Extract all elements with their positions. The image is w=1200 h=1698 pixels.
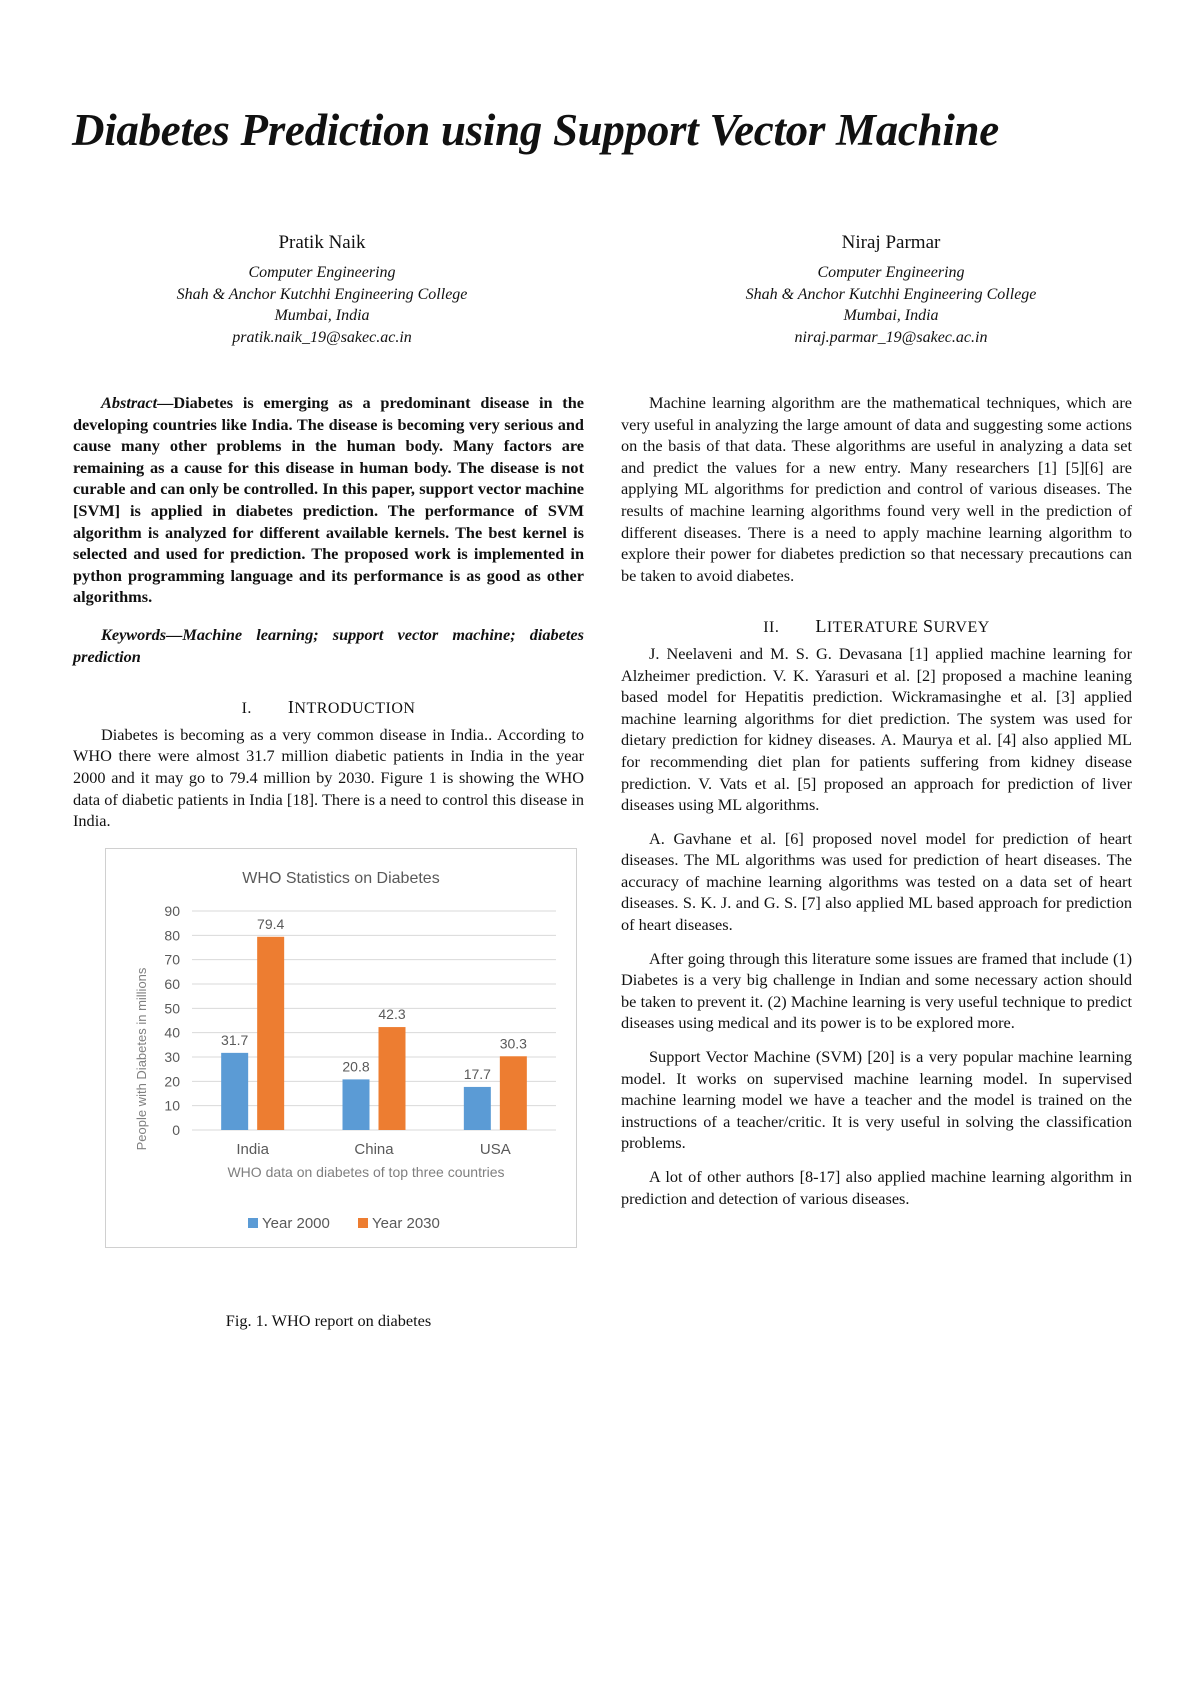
legend-label-2030: Year 2030 (372, 1214, 440, 1232)
bar-usa-year-2030 (500, 1056, 527, 1130)
y-tick-label: 0 (172, 1121, 180, 1138)
abstract-text: —Diabetes is emerging as a predominant disease in the developing countries like India. The disease is becoming very serious and cause many other problems in the human body. Many factors are remaining as a cause for this disease in human body. The disease is not curable and can only be controlled. In this paper, support vector machine [SVM] is applied in diabetes prediction. The performance of SVM algorithm is analyzed for different available kernels. The best kernel is selected and used for prediction. The proposed work is implemented in python programming language and its performance is as good as other algorithms. (73, 393, 584, 607)
chart-title: WHO Statistics on Diabetes (242, 869, 440, 887)
left-column (73, 392, 584, 1331)
legend-swatch-2000 (248, 1218, 258, 1228)
bar-india-year-2000 (221, 1053, 248, 1130)
y-axis-label: People with Diabetes in millions (134, 967, 149, 1151)
section-initial: L (815, 616, 827, 637)
section-heading-introduction (73, 697, 584, 720)
data-label: 42.3 (378, 1005, 406, 1022)
x-tick-label: India (236, 1140, 269, 1158)
y-tick-label: 10 (164, 1097, 180, 1114)
author-block-2 (661, 232, 1121, 348)
x-tick-label: USA (479, 1140, 511, 1158)
bar-china-year-2000 (343, 1079, 370, 1130)
bar-usa-year-2000 (464, 1087, 491, 1130)
figure-caption: Fig. 1. WHO report on diabetes (225, 1310, 432, 1330)
data-label: 79.4 (257, 915, 285, 932)
abstract (73, 392, 584, 608)
author-name: Pratik Naik (278, 232, 366, 253)
legend-label-2000: Year 2000 (262, 1214, 330, 1232)
data-label: 31.7 (221, 1031, 249, 1048)
intro-paragraph: Diabetes is becoming as a very common disease in India.. According to WHO there were almost 31.7 million diabetic patients in India in the year 2000 and it may go to 79.4 million by 2030. Figure 1 is showing the WHO data of diabetic patients in India [18]. There is a need to control this disease in India. (73, 724, 584, 831)
chart-svg (106, 849, 576, 1247)
bar-china-year-2030 (379, 1027, 406, 1130)
data-label: 30.3 (499, 1034, 527, 1051)
figure-1-chart (105, 848, 577, 1248)
literature-paragraph: A. Gavhane et al. [6] proposed novel model for prediction of heart diseases. The ML algorithms was used for prediction of heart diseases. The accuracy of machine learning algorithms was tested on a data set of heart diseases. S. K. J. and G. S. [7] also applied ML based approach for prediction of heart diseases. (621, 828, 1132, 935)
y-tick-label: 70 (164, 951, 180, 968)
ml-paragraph: Machine learning algorithm are the mathematical techniques, which are very useful in analyzing the large amount of data and suggesting some actions on the basis of that data. These algorithms are useful in analyzing a data set and predict the values for a new entry. Many researchers [1] [5][6] are applying ML algorithms for prediction and control of various diseases. The results of machine learning algorithms found very well in the prediction of different diseases. There is a need to apply machine learning algorithm to explore their power for diabetes prediction so that necessary precautions can be taken to avoid diabetes. (621, 393, 1132, 585)
right-column (621, 392, 1132, 1209)
literature-paragraph: J. Neelaveni and M. S. G. Devasana [1] applied machine learning for Alzheimer prediction. V. K. Yarasuri et al. [2] proposed a machine leaning based model for Hepatitis prediction. Wickramasinghe et al. [3] applied machine learning algorithms for diet prediction. The system was used for dietary prediction for kidney diseases. A. Maurya et al. [4] also applied ML for recommending diet plan for patients suffering from kidney disease prediction. V. Vats et al. [5] proposed an approach for prediction of liver diseases using ML algorithms. (621, 643, 1132, 815)
section-initial: S (922, 616, 934, 637)
abstract-lead: Abstract (101, 393, 158, 412)
section-number: I. (241, 700, 252, 718)
section-number: II. (763, 619, 780, 637)
x-axis-label: WHO data on diabetes of top three countries (227, 1163, 505, 1180)
author-dept: Computer Engineering (248, 264, 396, 281)
x-tick-label: China (354, 1140, 394, 1158)
author-college: Shah & Anchor Kutchhi Engineering College (176, 285, 468, 303)
author-city: Mumbai, India (274, 307, 370, 324)
section-initial: I (287, 697, 295, 718)
bar-india-year-2030 (257, 936, 284, 1129)
y-tick-label: 20 (164, 1073, 180, 1090)
literature-paragraph: Support Vector Machine (SVM) [20] is a very popular machine learning model. It works on supervised machine learning model. In supervised machine learning model we have a teacher and the model is trained on the instructions of a teacher/critic. It is very useful in solving the classification problems. (621, 1047, 1132, 1153)
data-label: 20.8 (342, 1058, 370, 1075)
section-title-rest: URVEY (933, 619, 990, 637)
y-tick-label: 40 (164, 1024, 180, 1041)
literature-paragraph: After going through this literature some issues are framed that include (1) Diabetes is a very big challenge in Indian and some necessary action should be taken to prevent it. (2) Machine learning is very useful technique to predict diseases using medical and its power is to be explored more. (621, 948, 1132, 1033)
author-block-1 (92, 232, 552, 348)
literature-paragraph: A lot of other authors [8-17] also applied machine learning algorithm in prediction and detection of various diseases. (621, 1167, 1132, 1208)
author-email: niraj.parmar_19@sakec.ac.in (794, 328, 988, 346)
section-title-rest: NTRODUCTION (294, 700, 416, 718)
author-name: Niraj Parmar (841, 232, 941, 253)
author-dept: Computer Engineering (817, 264, 965, 281)
y-tick-label: 90 (164, 902, 180, 919)
author-college: Shah & Anchor Kutchhi Engineering College (745, 285, 1037, 303)
section-heading-literature-survey (621, 616, 1132, 639)
section-title-rest: ITERATURE (826, 619, 923, 637)
data-label: 17.7 (463, 1065, 491, 1082)
y-tick-label: 30 (164, 1048, 180, 1065)
y-tick-label: 60 (164, 975, 180, 992)
legend-swatch-2030 (358, 1218, 368, 1228)
y-tick-label: 80 (164, 927, 180, 944)
keywords: Keywords—Machine learning; support vector machine; diabetes prediction (73, 624, 584, 666)
author-email: pratik.naik_19@sakec.ac.in (232, 328, 412, 346)
author-city: Mumbai, India (843, 307, 939, 324)
y-tick-label: 50 (164, 1000, 180, 1017)
paper-title: Diabetes Prediction using Support Vector Machine (72, 105, 999, 155)
